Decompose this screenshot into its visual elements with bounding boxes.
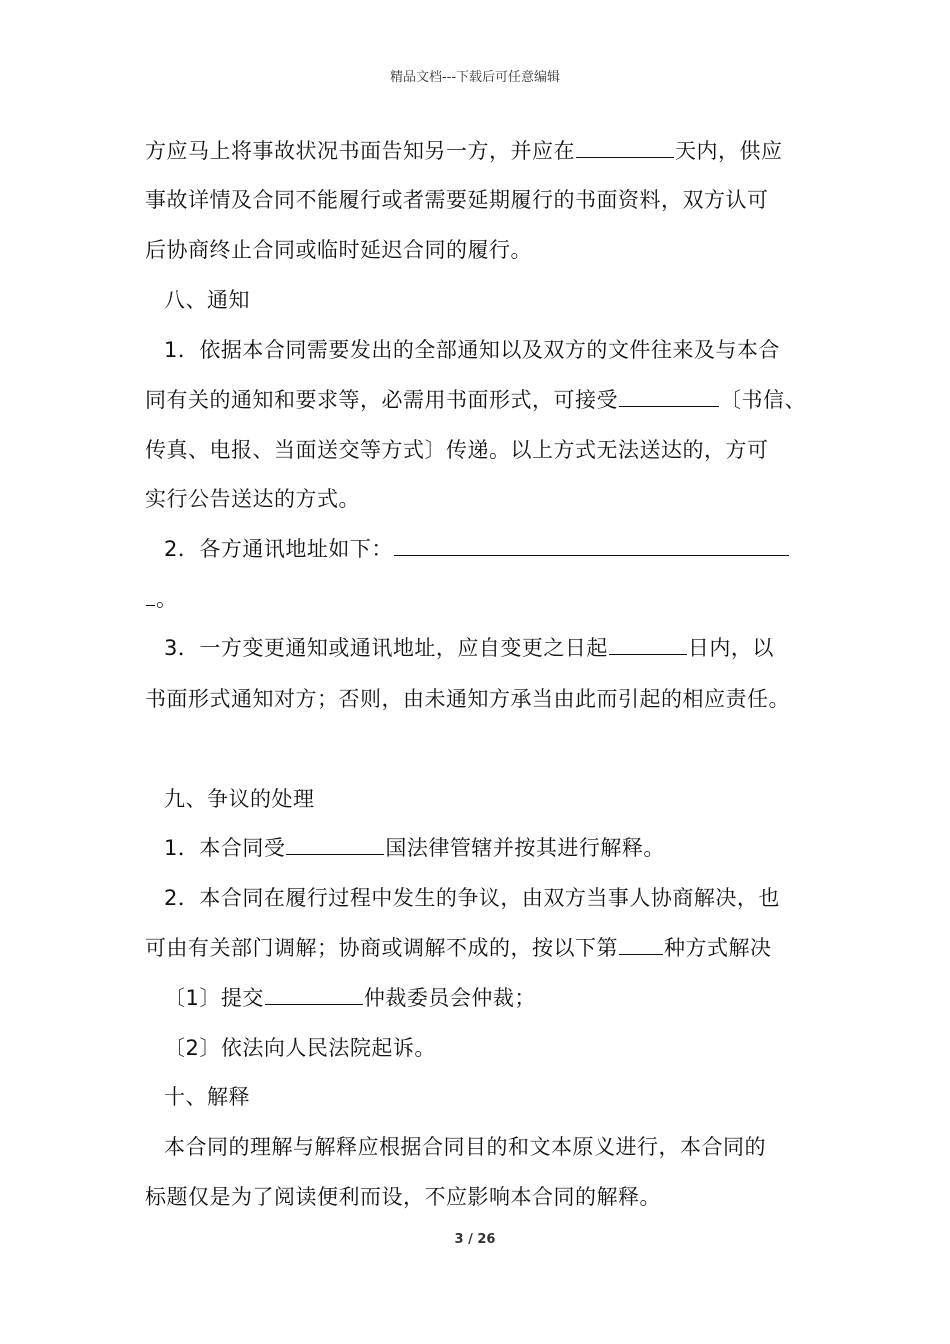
line-text: 2．各方通讯地址如下： (164, 537, 393, 561)
line-text: 3．一方变更通知或通讯地址，应自变更之日起 (164, 636, 608, 660)
blank-field (619, 934, 663, 955)
line-text: 种方式解决 (664, 936, 772, 960)
paragraph-line: 标题仅是为了阅读便利而设，不应影响本合同的解释。 (145, 1185, 661, 1209)
paragraph-line (164, 834, 665, 862)
line-text: 〔书信、 (720, 388, 806, 412)
paragraph-line (145, 137, 783, 165)
paragraph-line: 2．本合同在履行过程中发生的争议，由双方当事人协商解决，也 (164, 886, 780, 910)
paragraph-line (145, 386, 806, 414)
line-text: 仲裁委员会仲裁； (363, 986, 536, 1010)
paragraph-line (145, 934, 772, 962)
blank-field (286, 834, 384, 855)
line-text: 。 (156, 587, 178, 611)
line-text: 1．本合同受 (164, 836, 286, 860)
paragraph-line (164, 535, 790, 563)
blank-field (576, 137, 674, 158)
paragraph-line (164, 634, 774, 662)
paragraph-line: 〔2〕依法向人民法院起诉。 (164, 1036, 436, 1060)
paragraph-line: 本合同的理解与解释应根据合同目的和文本原义进行，本合同的 (164, 1135, 766, 1159)
blank-field (265, 984, 363, 1005)
paragraph-line: 实行公告送达的方式。 (145, 487, 360, 511)
page-header: 精品文档---下载后可任意编辑 (389, 70, 561, 85)
blank-field (394, 535, 789, 556)
blank-field (146, 585, 155, 606)
paragraph-line: 1．依据本合同需要发出的全部通知以及双方的文件往来及与本合 (164, 338, 780, 362)
page-number: 3 / 26 (454, 1232, 496, 1247)
blank-field (619, 386, 719, 407)
section-heading: 十、解释 (164, 1085, 250, 1109)
section-heading: 九、争议的处理 (164, 787, 315, 811)
line-text: 同有关的通知和要求等，必需用书面形式，可接受 (145, 388, 618, 412)
paragraph-line: 传真、电报、当面送交等方式〕传递。以上方式无法送达的，方可 (145, 438, 769, 462)
paragraph-line: 后协商终止合同或临时延迟合同的履行。 (145, 238, 532, 262)
line-text: 国法律管辖并按其进行解释。 (385, 836, 665, 860)
section-heading: 八、通知 (164, 288, 250, 312)
line-text: 天内，供应 (675, 139, 783, 163)
blank-field (609, 634, 687, 655)
line-text: 方应马上将事故状况书面告知另一方，并应在 (145, 139, 575, 163)
paragraph-line (145, 585, 178, 613)
paragraph-line: 事故详情及合同不能履行或者需要延期履行的书面资料，双方认可 (145, 188, 769, 212)
line-text: 〔1〕提交 (164, 986, 264, 1010)
line-text: 日内，以 (687, 636, 774, 660)
paragraph-line: 书面形式通知对方；否则，由未通知方承当由此而引起的相应责任。 (145, 687, 790, 711)
line-text: 可由有关部门调解；协商或调解不成的，按以下第 (145, 936, 618, 960)
paragraph-line (164, 984, 536, 1012)
